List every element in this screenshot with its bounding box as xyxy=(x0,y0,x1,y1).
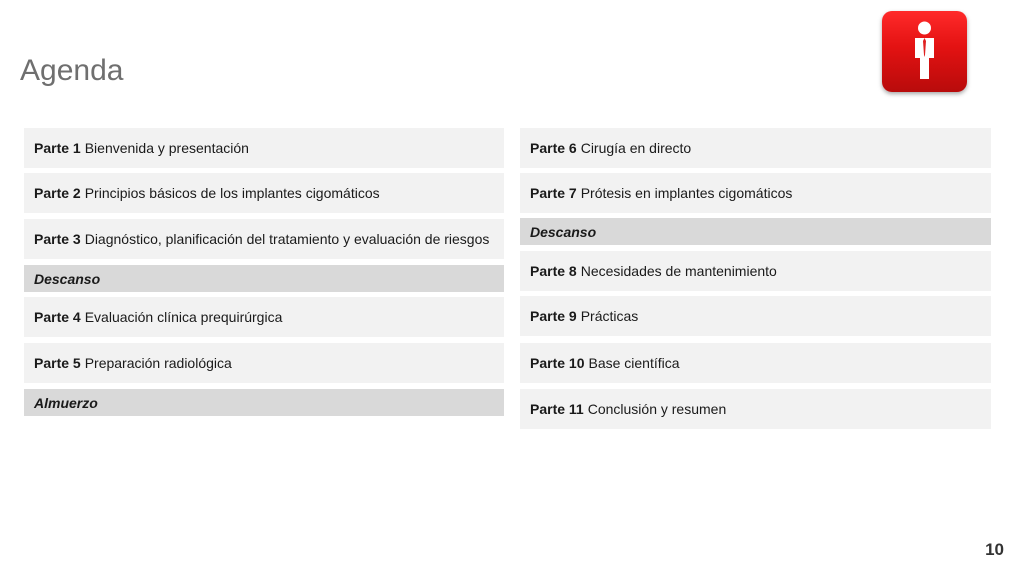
part-label: Parte 3 xyxy=(34,231,81,247)
part-label: Parte 2 xyxy=(34,185,81,201)
part-text: Prótesis en implantes cigomáticos xyxy=(580,185,793,201)
part-label: Parte 9 xyxy=(530,308,577,324)
person-icon xyxy=(882,11,967,92)
part-text: Cirugía en directo xyxy=(580,140,692,156)
agenda-item-part-5 xyxy=(24,343,504,383)
part-text: Evaluación clínica prequirúrgica xyxy=(84,309,283,325)
agenda-break-almuerzo xyxy=(24,389,504,416)
agenda-item-part-4 xyxy=(24,297,504,337)
part-label: Parte 11 xyxy=(530,401,584,417)
agenda-item-part-3 xyxy=(24,219,504,259)
part-text: Principios básicos de los implantes cigomáticos xyxy=(84,185,380,201)
agenda-item-part-9 xyxy=(520,296,991,336)
agenda-item-part-11 xyxy=(520,389,991,429)
part-text: Conclusión y resumen xyxy=(587,401,727,417)
logo xyxy=(882,11,967,92)
agenda-item-part-6 xyxy=(520,128,991,168)
part-text: Diagnóstico, planificación del tratamiento y evaluación de riesgos xyxy=(84,231,490,247)
break-text: Descanso xyxy=(34,270,101,287)
agenda-item-part-7 xyxy=(520,173,991,213)
agenda-item-part-1 xyxy=(24,128,504,168)
page-title: Agenda xyxy=(20,54,124,87)
break-text: Descanso xyxy=(530,223,597,240)
agenda-break-descanso xyxy=(520,218,991,245)
part-label: Parte 8 xyxy=(530,263,577,279)
agenda-break-descanso xyxy=(24,265,504,292)
agenda-item-part-8 xyxy=(520,251,991,291)
page-number: 10 xyxy=(985,540,1004,559)
part-label: Parte 4 xyxy=(34,309,81,325)
part-text: Preparación radiológica xyxy=(84,355,232,371)
part-text: Bienvenida y presentación xyxy=(84,140,249,156)
break-text: Almuerzo xyxy=(34,394,98,411)
part-label: Parte 1 xyxy=(34,140,81,156)
part-label: Parte 6 xyxy=(530,140,577,156)
part-label: Parte 5 xyxy=(34,355,81,371)
part-text: Base científica xyxy=(588,355,680,371)
agenda-item-part-10 xyxy=(520,343,991,383)
part-label: Parte 10 xyxy=(530,355,585,371)
part-label: Parte 7 xyxy=(530,185,577,201)
agenda-item-part-2 xyxy=(24,173,504,213)
part-text: Prácticas xyxy=(580,308,639,324)
part-text: Necesidades de mantenimiento xyxy=(580,263,777,279)
